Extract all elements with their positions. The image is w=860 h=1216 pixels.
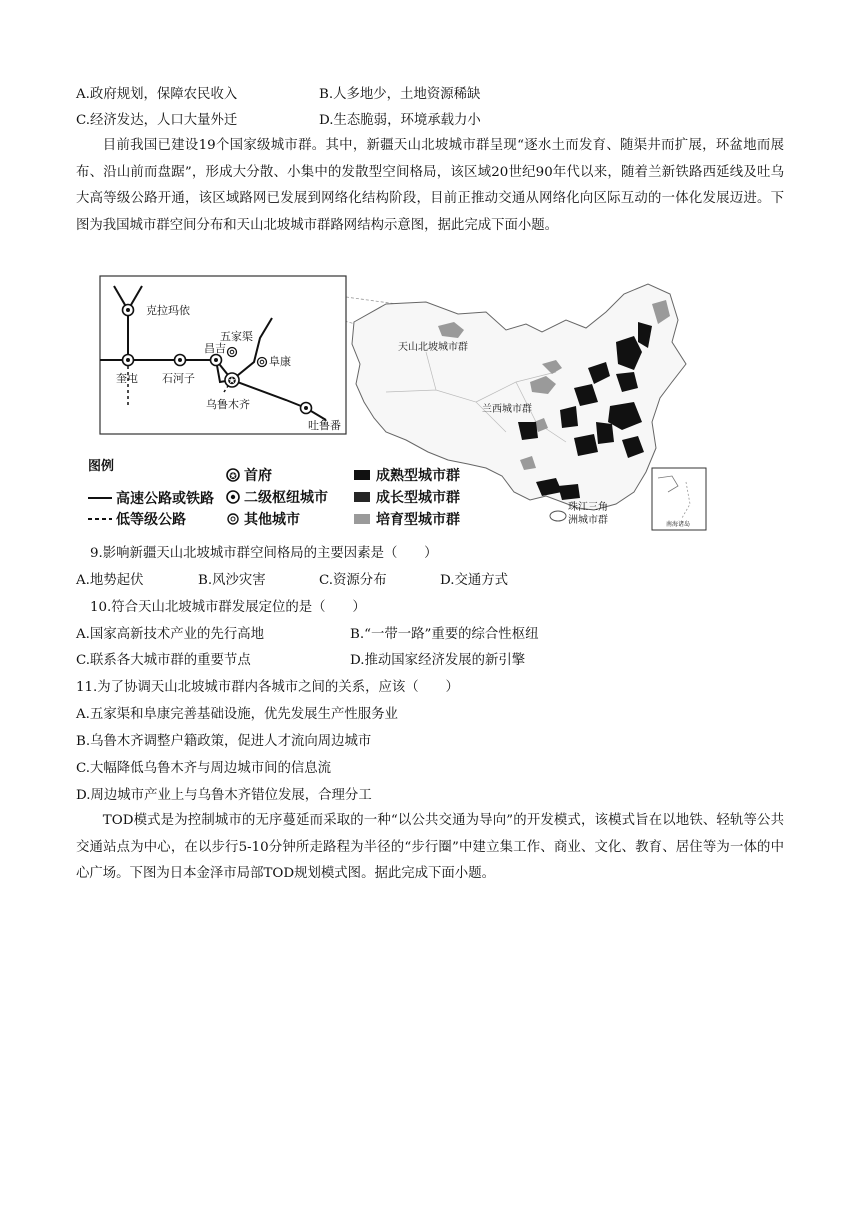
legend-cultivating: 培育型城市群: [376, 512, 460, 528]
legend-title: 图例: [88, 459, 115, 474]
q9-option-a: A.地势起伏: [76, 573, 144, 588]
label-pearl-line1: 珠江三角: [568, 502, 608, 513]
q11-stem: 11.为了协调天山北坡城市群内各城市之间的关系，应该（ ）: [76, 680, 459, 695]
legend-mature: 成熟型城市群: [376, 468, 460, 484]
svg-text:阜康: 阜康: [269, 355, 291, 368]
svg-text:乌鲁木齐: 乌鲁木齐: [206, 398, 250, 411]
q10-stem: 10.符合天山北坡城市群发展定位的是（ ）: [90, 600, 366, 615]
svg-text:五家渠: 五家渠: [220, 330, 253, 343]
legend: [88, 458, 460, 528]
cultivating-swatch: [354, 514, 370, 524]
q8-option-b: B.人多地少，土地资源稀缺: [319, 87, 481, 102]
south-china-sea-inset: [652, 468, 706, 530]
q9-option-b: B.风沙灾害: [198, 573, 266, 588]
hainan-island: [550, 511, 566, 521]
q8-option-d: D.生态脆弱，环境承载力小: [319, 113, 481, 128]
legend-other: 其他城市: [244, 512, 300, 528]
q9-option-d: D.交通方式: [440, 573, 509, 588]
q10-option-b: B.“一带一路”重要的综合性枢纽: [350, 627, 539, 642]
svg-text:石河子: 石河子: [162, 372, 195, 385]
q8-option-c: C.经济发达，人口大量外迁: [76, 113, 238, 128]
q9-stem: 9.影响新疆天山北坡城市群空间格局的主要因素是（ ）: [90, 546, 438, 561]
svg-text:吐鲁番: 吐鲁番: [308, 419, 341, 432]
q10-option-d: D.推动国家经济发展的新引擎: [350, 653, 526, 668]
label-pearl-line2: 洲城市群: [568, 515, 608, 526]
mature-swatch: [354, 470, 370, 480]
svg-text:昌吉: 昌吉: [204, 342, 226, 355]
inset-label: 南海诸岛: [665, 521, 691, 528]
q10-option-c: C.联系各大城市群的重要节点: [76, 653, 251, 668]
svg-text:克拉玛依: 克拉玛依: [146, 304, 190, 317]
growing-swatch: [354, 492, 370, 502]
svg-text:✪: ✪: [227, 376, 237, 387]
q9-option-c: C.资源分布: [319, 573, 387, 588]
q11-option-a: A.五家渠和阜康完善基础设施，优先发展生产性服务业: [76, 707, 398, 722]
q8-option-a: A.政府规划，保障农民收入: [76, 87, 238, 102]
label-lanxi: 兰西城市群: [482, 404, 532, 415]
q10-option-a: A.国家高新技术产业的先行高地: [76, 627, 265, 642]
legend-growing: 成长型城市群: [376, 490, 460, 506]
passage-tod: TOD模式是为控制城市的无序蔓延而采取的一种“以公共交通为导向”的开发模式，该模式旨在以地铁、轻轨等公共交通站点为中心，在以步行5-10分钟所走路程为半径的“步行圈”中建立集工作、商业、文化、教育、居住等为一体的中心广场。下图为日本金泽市局部TOD规划模式图。据此完成下面小题。: [76, 813, 784, 881]
svg-text:✪: ✪: [229, 472, 237, 482]
q11-option-d: D.周边城市产业上与乌鲁木齐错位发展，合理分工: [76, 788, 372, 803]
passage-tianshan: 目前我国已建设19个国家级城市群。其中，新疆天山北坡城市群呈现“逐水土而发育、随渠井而扩展，环盆地而展布、沿山前而盘踞”，形成大分散、小集中的发散型空间格局，该区域20世纪90年代以来，随着兰新铁路西延线及吐乌大高等级公路开通，该区域路网已发展到网络化结构阶段，目前正推动交通从网络化向区际互动的一体化发展迈进。下图为我国城市群空间分布和天山北坡城市群路网结构示意图，据此完成下面小题。: [76, 138, 784, 233]
legend-lowroad: 低等级公路: [116, 512, 186, 528]
legend-highway: 高速公路或铁路: [116, 491, 214, 507]
legend-capital: 首府: [244, 468, 272, 484]
q11-option-b: B.乌鲁木齐调整户籍政策，促进人才流向周边城市: [76, 734, 372, 749]
q11-option-c: C.大幅降低乌鲁木齐与周边城市间的信息流: [76, 761, 332, 776]
svg-text:奎屯: 奎屯: [116, 372, 138, 385]
figure-city-clusters: [86, 272, 712, 534]
road-network-inset: [100, 276, 346, 434]
label-tianshan: 天山北坡城市群: [398, 342, 468, 353]
legend-hub: 二级枢纽城市: [244, 490, 328, 506]
